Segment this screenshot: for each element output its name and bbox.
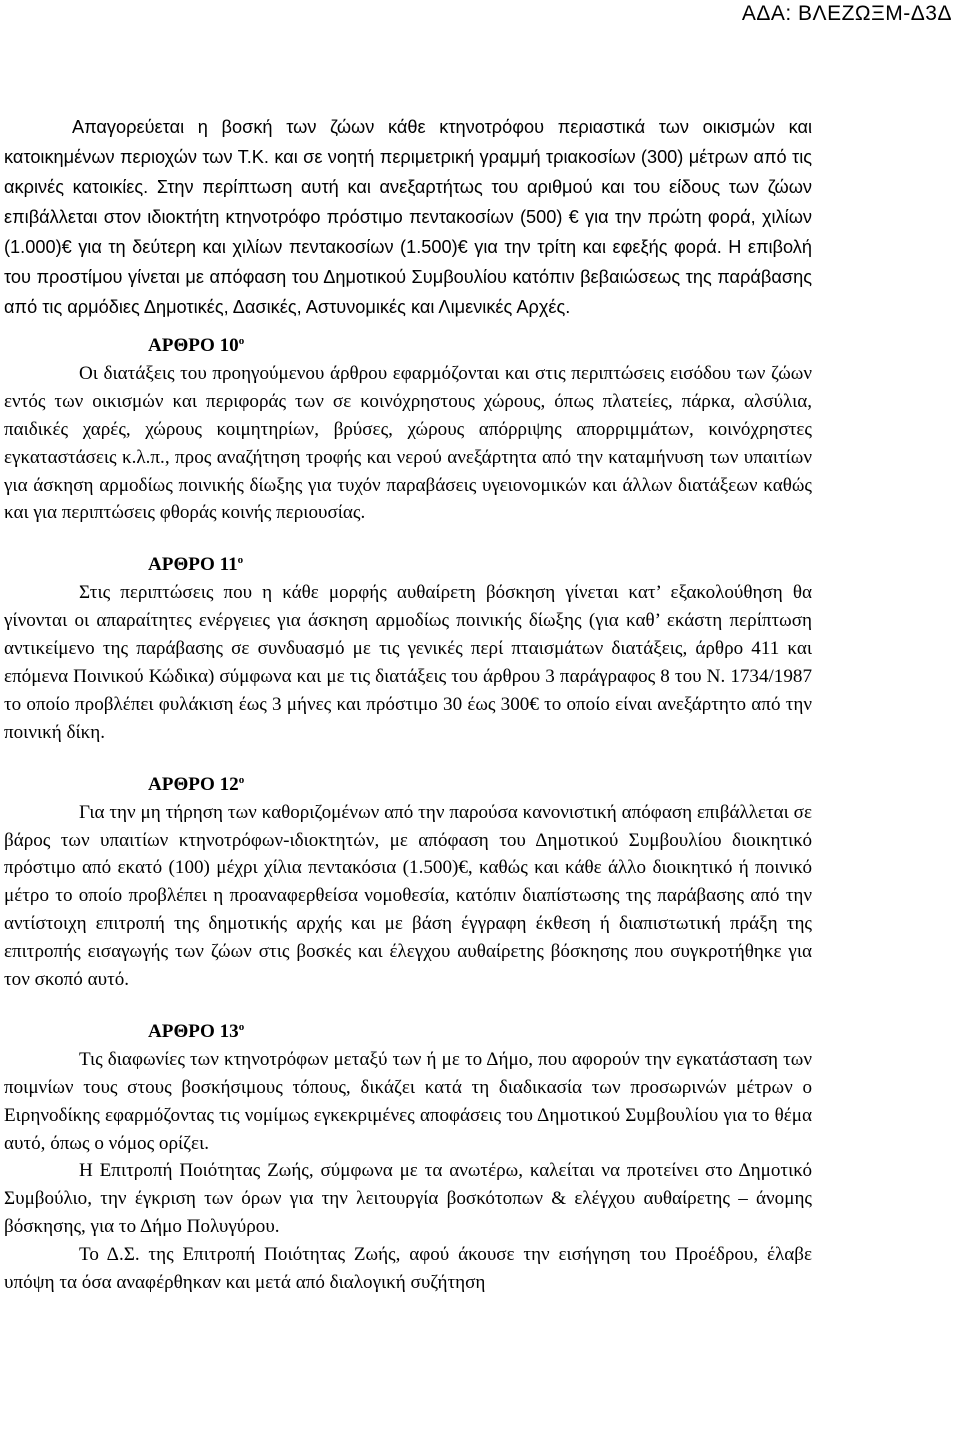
ada-code: ΑΔΑ: ΒΛΕΖΩΞΜ-Δ3Δ	[741, 2, 952, 25]
article-13-ordinal: ο	[238, 1020, 245, 1033]
article-10-ordinal: ο	[238, 335, 245, 347]
article-11-ordinal: ο	[237, 554, 244, 567]
article-10-paragraph: Οι διατάξεις του προηγούμενου άρθρου εφαρμόζονται και στις περιπτώσεις εισόδου των ζώων εντός των οικισμών και περιφοράς των σε κοινόχρηστους χώρους, όπως πλατείες, πάρκα, αλσύλια, παιδικές χαρές, χώρους κοιμητηρίων, βρύσες, χώρους απόρριψης απορριμμάτων, κοινόχρηστες εγκαταστάσεις κ.λ.π., προς αναζήτηση τροφής και νερού ανεξάρτητα από την καταμήνυση των υπαιτίων για άσκηση αρμοδίως ποινικής δίωξης για τυχόν παραβάσεις υγειονομικών και άλλων διατάξεων καθώς και για περιπτώσεις φθοράς κοινής περιουσίας.	[4, 362, 812, 524]
article-10-heading: ΑΡΘΡΟ $10^o$	[148, 335, 245, 356]
article-13-paragraph-2: Η Επιτροπή Ποιότητας Ζωής, σύμφωνα με τα ανωτέρω, καλείται να προτείνει στο Δημοτικό Συμβούλιο, την έγκριση των όρων για την λειτουργία βοσκότοπων & ελέγχου αυθαίρετης – άνομης βόσκησης, για το Δήμο Πολυγύρου.	[4, 1160, 812, 1238]
article-11-paragraph: Στις περιπτώσεις που η κάθε μορφής αυθαίρετη βόσκηση γίνεται κατ’ εξακολούθηση θα γίνονται οι απαραίτητες ενέργειες για άσκηση αρμοδίως ποινικής δίωξης (για καθ’ εκάστη περίπτωση αντικείμενο της παράβασης σε συνδυασμό με τις γενικές περί πταισμάτων διατάξεις, άρθρο 411 και επόμενα Ποινικού Κώδικα) σύμφωνα και με τις διατάξεις του άρθρου 3 παράγραφος 8 του Ν. 1734/1987 το οποίο προβλέπει φυλάκιση έως 3 μήνες και πρόστιμο 30 έως 300€ το οποίο είναι ανεξάρτητο από την ποινική δίκη.	[4, 582, 812, 743]
article-13-paragraph-1: Τις διαφωνίες των κτηνοτρόφων μεταξύ των ή με το Δήμο, που αφορούν την εγκατάσταση των ποιμνίων τους στους βοσκήσιμους τόπους, δικάζει κατά τη διαδικασία των προσωρινών μέτρων ο Ειρηνοδίκης εφαρμόζοντας τις νομίμως εγκεκριμένες αποφάσεις του Δημοτικού Συμβουλίου για το θέμα αυτό, όπως ο νόμος ορίζει.	[4, 1048, 812, 1154]
article-13-heading: ΑΡΘΡΟ $13^o$	[148, 1020, 245, 1042]
intro-paragraph: Απαγορεύεται η βοσκή των ζώων κάθε κτηνοτρόφου περιαστικά των οικισμών και κατοικημένων περιοχών των Τ.Κ. και σε νοητή περιμετρική γραμμή τριακοσίων (300) μέτρων από τις ακρινές κατοικίες. Στην περίπτωση αυτή και ανεξαρτήτως του αριθμού και του είδους των ζώων επιβάλλεται στον ιδιοκτήτη κτηνοτρόφο πρόστιμο πεντακοσίων (500) € για την πρώτη φορά, χιλίων (1.000)€ για τη δεύτερη και χιλίων πεντακοσίων (1.500)€ για την τρίτη και εφεξής φορά. Η επιβολή του προστίμου γίνεται με απόφαση του Δημοτικού Συμβουλίου κατόπιν βεβαιώσεως της παράβασης από τις αρμόδιες Δημοτικές, Δασικές, Αστυνομικές και Λιμενικές Αρχές.	[4, 117, 812, 317]
article-12-heading: ΑΡΘΡΟ $12^o$	[148, 773, 245, 795]
article-11-heading: ΑΡΘΡΟ $11^o$	[148, 554, 244, 576]
article-12-ordinal: ο	[238, 773, 245, 786]
article-13-paragraph-3: Το Δ.Σ. της Επιτροπή Ποιότητας Ζωής, αφού άκουσε την εισήγηση του Προέδρου, έλαβε υπόψη τα όσα αναφέρθηκαν και μετά από διαλογική συζήτηση	[4, 1244, 812, 1294]
article-12-paragraph: Για την μη τήρηση των καθοριζομένων από την παρούσα κανονιστική απόφαση επιβάλλεται σε βάρος των υπαιτίων κτηνοτρόφων-ιδιοκτητών, με απόφαση του Δημοτικού Συμβουλίου διοικητικό πρόστιμο από εκατό (100) μέχρι χίλια πεντακόσια (1.500)€, καθώς και κάθε άλλο διοικητικό ή ποινικό μέτρο το οποίο προβλέπει η προαναφερθείσα νομοθεσία, κατόπιν διαπίστωσης της παράβασης από την αντίστοιχη επιτροπή της δημοτικής αρχής και με βάση έγγραφη έκθεση ή διαπιστωτική πράξη της επιτροπής εισαγωγής των ζώων στις βοσκές και έλεγχου αυθαίρετης βόσκησης που συγκροτήθηκε για τον σκοπό αυτό.	[4, 801, 812, 991]
document-body	[4, 112, 812, 1297]
